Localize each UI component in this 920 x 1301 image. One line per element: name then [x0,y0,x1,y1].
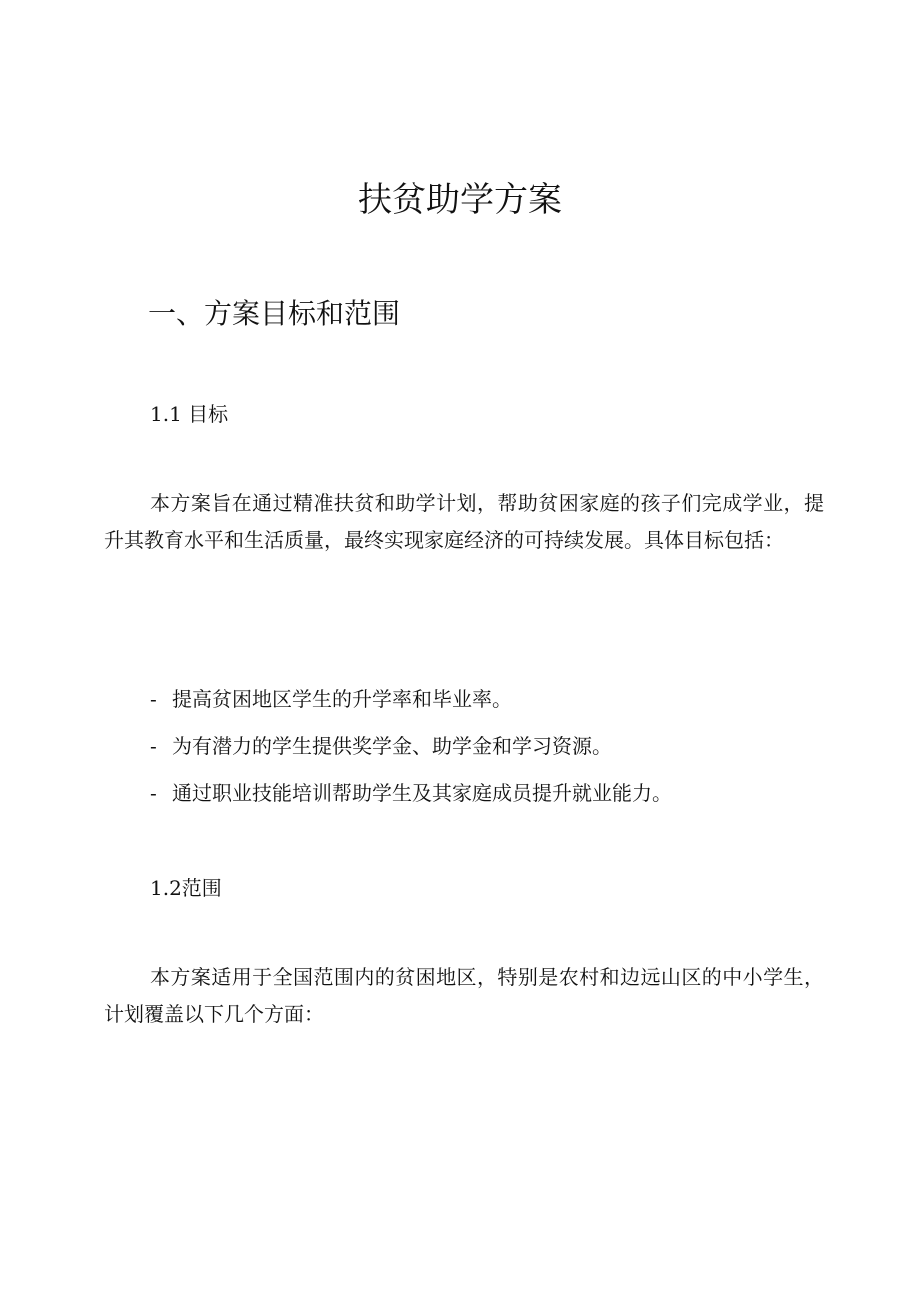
bullet-text: 通过职业技能培训帮助学生及其家庭成员提升就业能力。 [172,781,672,805]
bullet-text: 提高贫困地区学生的升学率和毕业率。 [172,687,512,711]
subsection-heading-1-1: 1.1 目标 [150,402,229,426]
goal-bullet-2 [150,730,612,759]
subsection-heading-1-2: 1.2范围 [150,876,222,900]
bullet-marker: - [150,781,157,805]
scope-paragraph: 本方案适用于全国范围内的贫困地区，特别是农村和边远山区的中小学生，计划覆盖以下几个方面： [104,965,824,1026]
bullet-marker: - [150,687,157,711]
goal-bullet-3 [150,777,672,806]
goal-bullet-1 [150,683,512,712]
bullet-text: 为有潜力的学生提供奖学金、助学金和学习资源。 [172,734,612,758]
bullet-marker: - [150,734,157,758]
section-heading-1: 一、方案目标和范围 [148,297,401,330]
document-title: 扶贫助学方案 [358,180,562,220]
goal-paragraph: 本方案旨在通过精准扶贫和助学计划，帮助贫困家庭的孩子们完成学业，提升其教育水平和生活质量，最终实现家庭经济的可持续发展。具体目标包括： [104,491,824,552]
